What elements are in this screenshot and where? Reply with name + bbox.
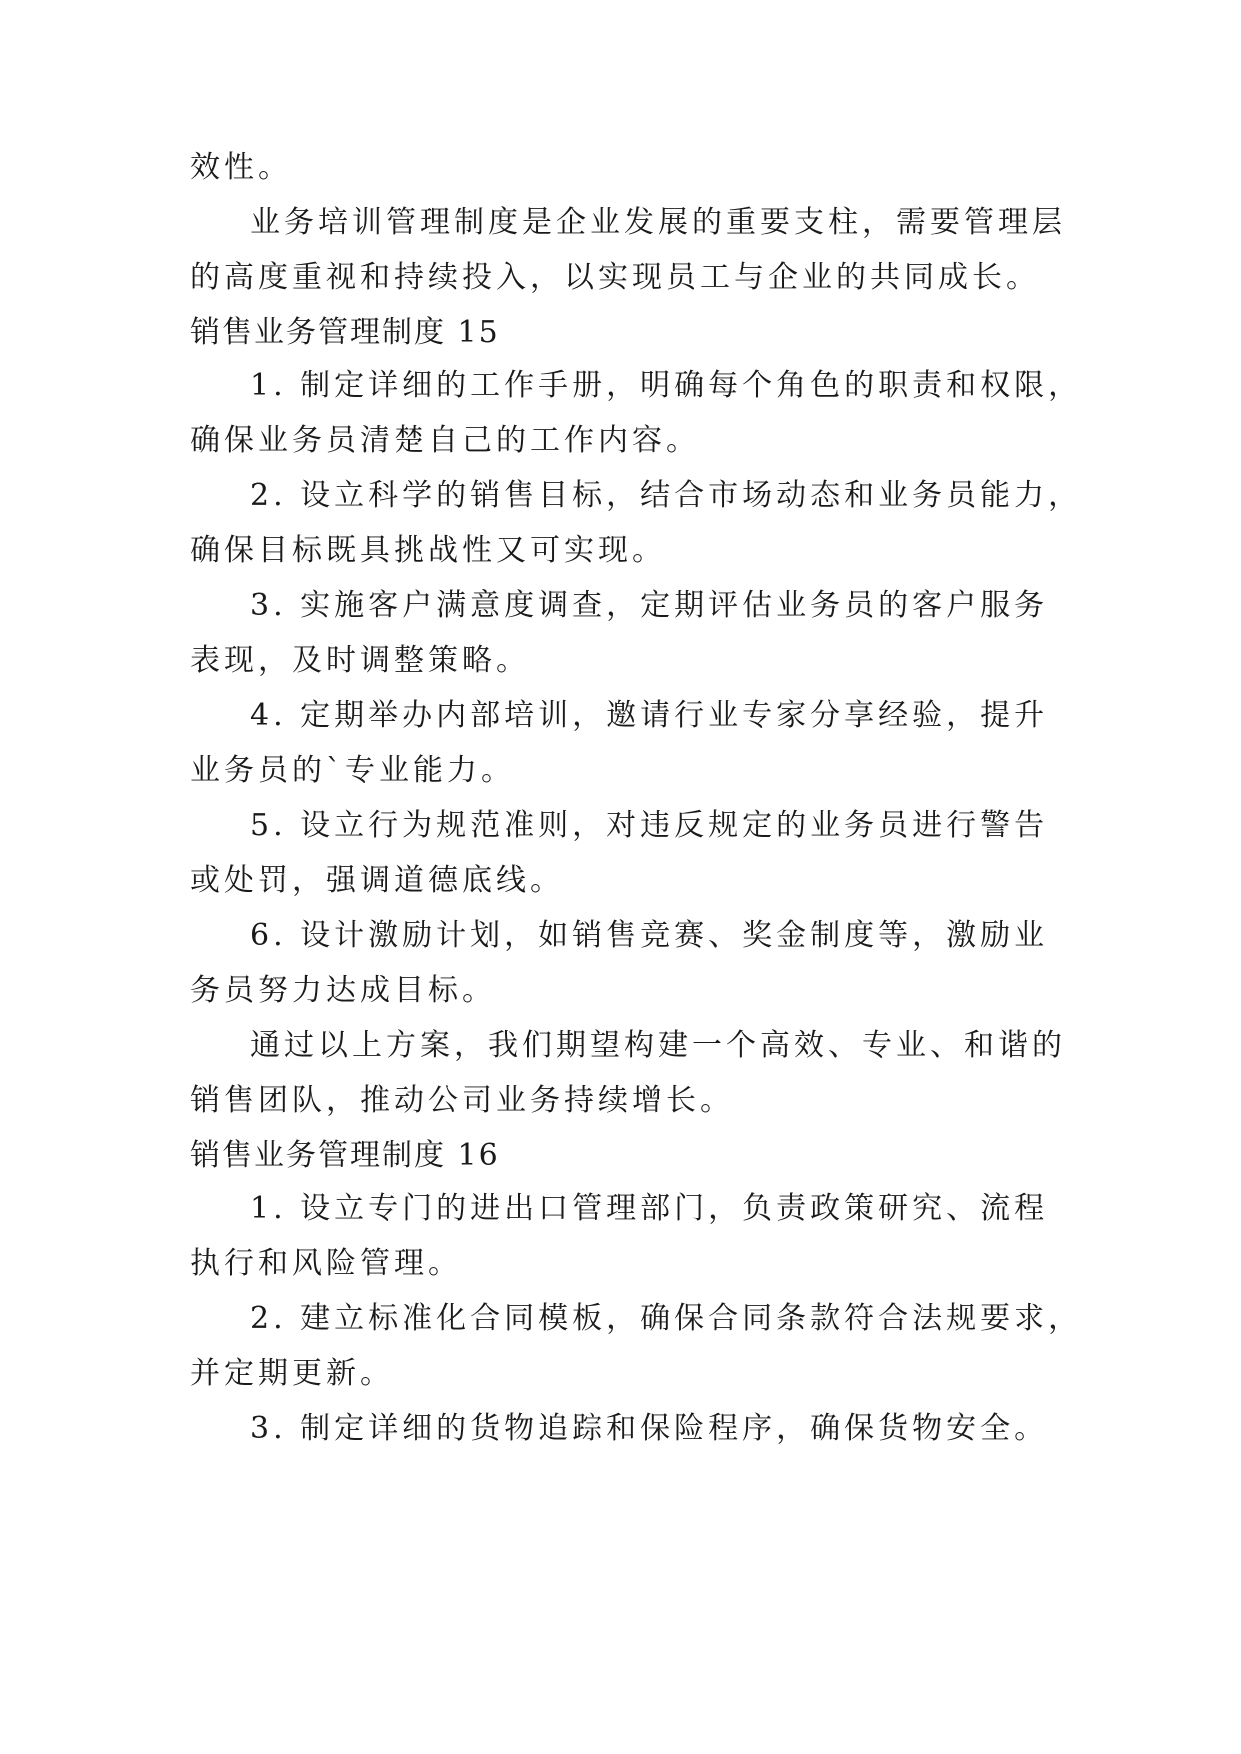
list-item-line: 3. 实施客户满意度调查，定期评估业务员的客户服务 xyxy=(250,588,1049,623)
list-item-line: 1. 制定详细的工作手册，明确每个角色的职责和权限， xyxy=(250,368,1083,403)
list-item-line: 确保业务员清楚自己的工作内容。 xyxy=(190,423,700,458)
list-item-line: 6. 设计激励计划，如销售竞赛、奖金制度等，激励业 xyxy=(250,918,1049,953)
list-item-line: 5. 设立行为规范准则，对违反规定的业务员进行警告 xyxy=(250,808,1049,843)
list-item-line: 3. 制定详细的货物追踪和保险程序，确保货物安全。 xyxy=(250,1411,1049,1446)
list-item-line: 业务员的`专业能力。 xyxy=(190,753,515,788)
paragraph-line: 销售团队，推动公司业务持续增长。 xyxy=(190,1083,734,1118)
list-item-line: 1. 设立专门的进出口管理部门，负责政策研究、流程 xyxy=(250,1191,1049,1226)
paragraph-line: 通过以上方案，我们期望构建一个高效、专业、和谐的 xyxy=(250,1028,1066,1063)
paragraph-line: 业务培训管理制度是企业发展的重要支柱，需要管理层 xyxy=(250,205,1066,240)
paragraph-line: 的高度重视和持续投入，以实现员工与企业的共同成长。 xyxy=(190,260,1040,295)
list-item-line: 务员努力达成目标。 xyxy=(190,973,496,1008)
list-item-line: 4. 定期举办内部培训，邀请行业专家分享经验，提升 xyxy=(250,698,1049,733)
list-item-line: 执行和风险管理。 xyxy=(190,1246,462,1281)
list-item-line: 并定期更新。 xyxy=(190,1356,394,1391)
list-item-line: 表现，及时调整策略。 xyxy=(190,643,530,678)
section-heading: 销售业务管理制度 15 xyxy=(190,315,500,350)
paragraph-line: 效性。 xyxy=(190,150,292,185)
list-item-line: 2. 设立科学的销售目标，结合市场动态和业务员能力， xyxy=(250,478,1083,513)
list-item-line: 或处罚，强调道德底线。 xyxy=(190,863,564,898)
section-heading: 销售业务管理制度 16 xyxy=(190,1138,500,1173)
list-item-line: 2. 建立标准化合同模板，确保合同条款符合法规要求， xyxy=(250,1301,1083,1336)
list-item-line: 确保目标既具挑战性又可实现。 xyxy=(190,533,666,568)
